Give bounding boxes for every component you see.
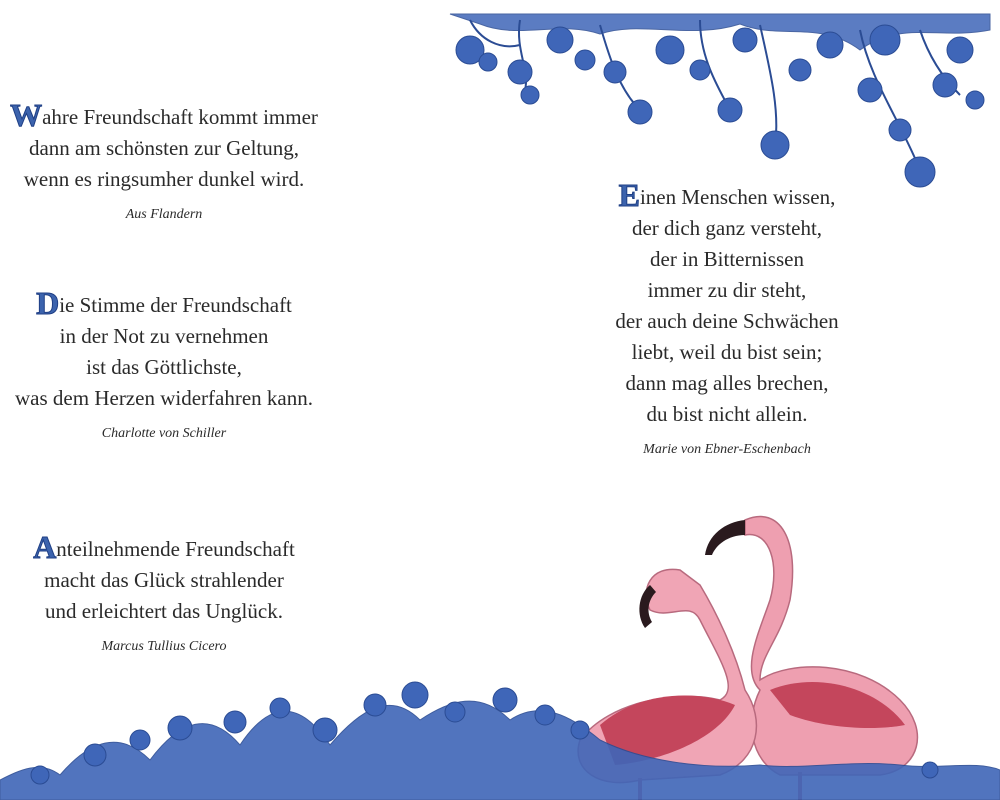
quote-line: und erleichtert das Unglück. xyxy=(45,599,283,623)
quote-initial: A xyxy=(33,529,57,565)
quote-line: liebt, weil du bist sein; xyxy=(631,340,823,364)
quote-text: ie Stimme der Freundschaft xyxy=(59,293,292,317)
quote-text: inen Menschen wissen, xyxy=(639,185,836,209)
quote-initial: E xyxy=(618,177,640,213)
quote-author: Charlotte von Schiller xyxy=(101,426,227,441)
quote-line xyxy=(8,97,320,133)
quote-text: ahre Freundschaft kommt immer xyxy=(42,105,318,129)
quote-line: der dich ganz versteht, xyxy=(631,216,823,240)
quote-line xyxy=(596,177,858,213)
quote-text: nteilnehmende Freundschaft xyxy=(56,537,295,561)
quote-line xyxy=(8,529,320,565)
quote-initial: D xyxy=(36,285,60,321)
quote-charlotte-von-schiller xyxy=(8,285,320,442)
quote-line: du bist nicht allein. xyxy=(646,402,808,426)
quote-line: der in Bitternissen xyxy=(650,247,804,271)
quote-line: dann am schönsten zur Geltung, xyxy=(28,136,300,160)
blue-flowers-top xyxy=(450,14,990,187)
quote-line: dann mag alles brechen, xyxy=(625,371,829,395)
quote-author: Marcus Tullius Cicero xyxy=(101,639,227,654)
quote-ebner-eschenbach xyxy=(596,177,858,458)
quote-line: immer zu dir steht, xyxy=(647,278,807,302)
quote-line: was dem Herzen widerfahren kann. xyxy=(15,386,313,410)
quote-aus-flandern xyxy=(8,97,320,223)
quote-author: Marie von Ebner-Eschenbach xyxy=(643,442,811,457)
quote-line: wenn es ringsumher dunkel wird. xyxy=(23,167,305,191)
quote-line: der auch deine Schwächen xyxy=(615,309,839,333)
quote-line: ist das Göttlichste, xyxy=(86,355,242,379)
quote-cicero xyxy=(8,529,320,655)
quote-line: macht das Glück strahlender xyxy=(44,568,284,592)
quote-line xyxy=(8,285,320,321)
quote-line: in der Not zu vernehmen xyxy=(59,324,269,348)
quote-author: Aus Flandern xyxy=(125,207,203,222)
quote-initial: W xyxy=(10,97,43,133)
